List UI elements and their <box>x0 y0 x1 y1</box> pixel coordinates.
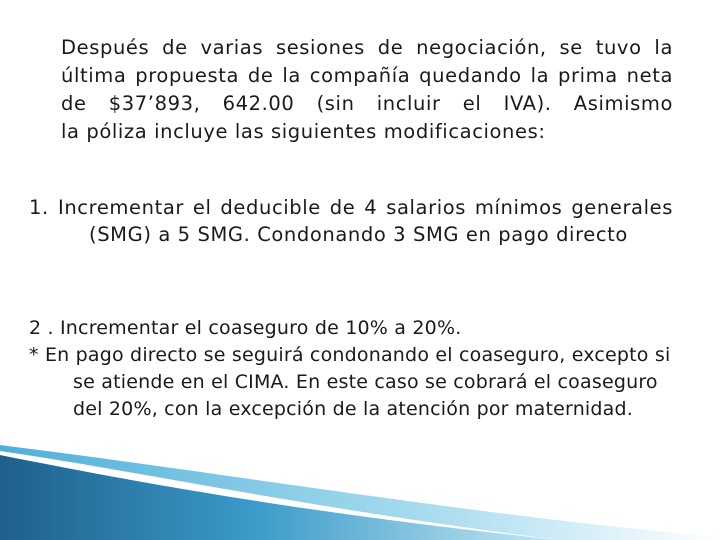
footnote: * En pago directo se seguirá condonando el coaseguro, excepto si se atiende en el CIMA. En este caso se cobrará el coaseguro del 20%, con la excepción de la atención por maternidad. <box>29 344 671 420</box>
list-item-1-number: 1. <box>29 196 49 219</box>
list-item-2: 2 . Incrementar el coaseguro de 10% a 20%. <box>29 317 462 339</box>
decorative-swoosh <box>0 445 720 540</box>
intro-paragraph <box>61 34 673 146</box>
list-item-1 <box>29 194 673 248</box>
intro-text: Después de varias sesiones de negociación, se tuvo la última propuesta de la compañía quedando la prima neta de $37’893, 642.00 (sin incluir el IVA). Asimismo <box>61 36 673 115</box>
intro-last-line: la póliza incluye las siguientes modificaciones: <box>61 120 546 143</box>
list-item-1-text: Incrementar el deducible de 4 salarios mínimos generales (SMG) a 5 SMG. Condonando 3 SMG en pago directo <box>58 196 673 246</box>
